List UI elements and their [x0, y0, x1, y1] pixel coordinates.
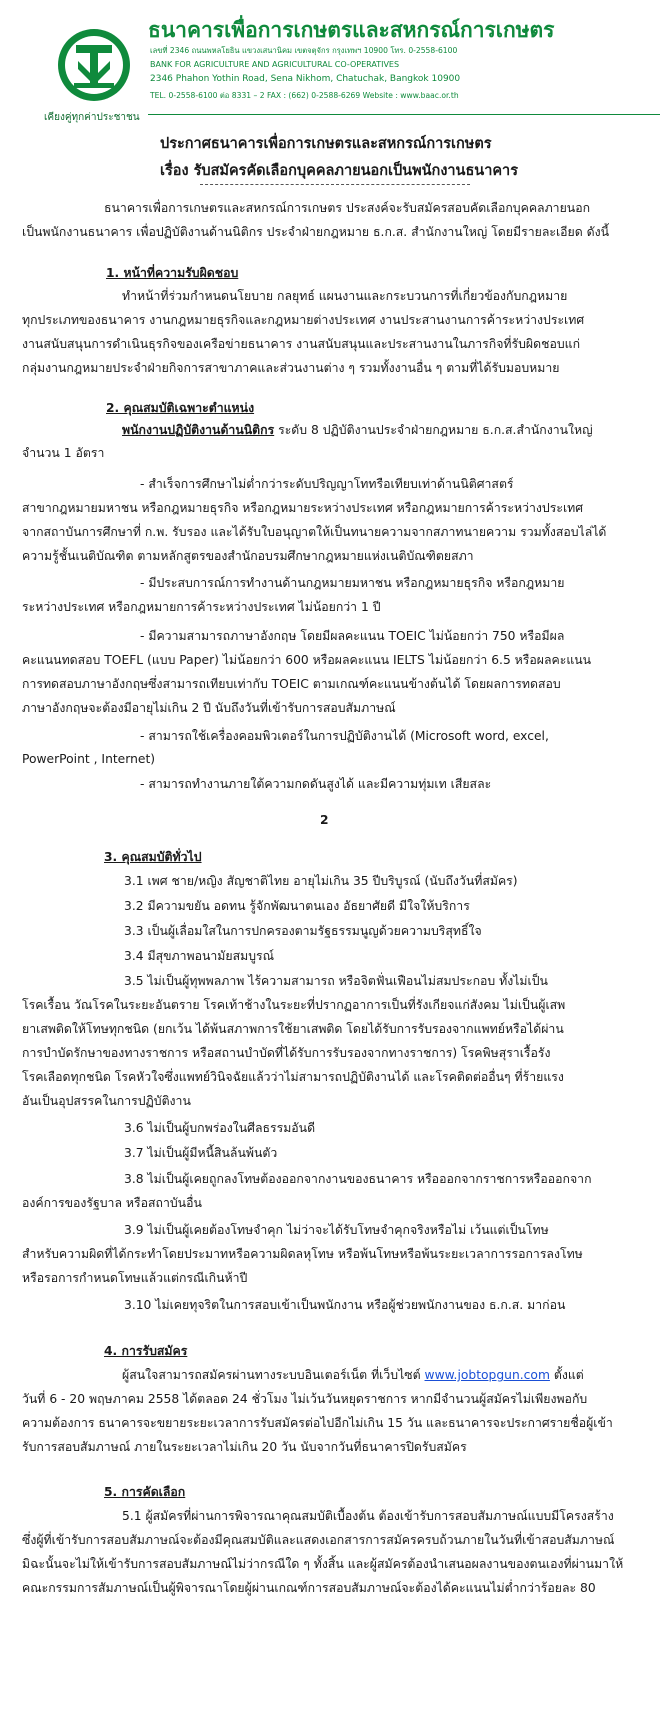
contact-info: TEL. 0-2558-6100 ต่อ 8331 – 2 FAX : (662) 0-2588-6269 Website : www.baac.or.th	[150, 91, 459, 100]
announcement-title: ประกาศธนาคารเพื่อการเกษตรและสหกรณ์การเกษตร	[160, 136, 492, 152]
general-qualification: 3.7 ไม่เป็นผู้มีหนี้สินล้นพ้นตัว	[124, 1146, 278, 1160]
application-text: ตั้งแต่	[549, 1368, 584, 1382]
letterhead	[0, 0, 660, 130]
qualification-bullet: - สำเร็จการศึกษาไม่ต่ำกว่าระดับปริญญาโททรือเทียบเท่าด้านนิติศาสตร์	[140, 477, 514, 491]
intro-line: ธนาคารเพื่อการเกษตรและสหกรณ์การเกษตร ประสงค์จะรับสมัครสอบคัดเลือกบุคคลภายนอก	[104, 201, 591, 215]
general-qualification-line: สำหรับความผิดที่ได้กระทำโดยประมาทหรือความผิดลหุโทษ หรือพ้นโทษหรือพ้นระยะเวลาการรอการลงโทษ	[22, 1247, 583, 1261]
general-qualification-line: หรือรอการกำหนดโทษแล้วแต่กรณีเกินห้าปี	[22, 1271, 248, 1285]
qualification-line: ความรู้ชั้นเนติบัณฑิต ตามหลักสูตรของสำนักอบรมศึกษากฎหมายแห่งเนติบัณฑิตยสภา	[22, 549, 474, 563]
general-qualification-line: องค์การของรัฐบาล หรือสถาบันอื่น	[22, 1196, 202, 1210]
selection-line: 5.1 ผู้สมัครที่ผ่านการพิจารณาคุณสมบัติเบื้องต้น ต้องเข้ารับการสอบสัมภาษณ์แบบมีโครงสร้าง	[122, 1509, 614, 1523]
position-detail: ระดับ 8 ปฏิบัติงานประจำฝ่ายกฎหมาย ธ.ก.ส.สำนักงานใหญ่	[274, 423, 593, 437]
qualification-bullet: - มีความสามารถภาษาอังกฤษ โดยมีผลคะแนน TOEIC ไม่น้อยกว่า 750 หรือมีผล	[140, 629, 565, 643]
section-5-heading: 5. การคัดเลือก	[104, 1485, 186, 1499]
address-english: 2346 Phahon Yothin Road, Sena Nikhom, Chatuchak, Bangkok 10900	[150, 74, 461, 84]
general-qualification-line: โรคเรื้อน วัณโรคในระยะอันตราย โรคเท้าช้างในระยะที่ปรากฏอาการเป็นที่รังเกียจแก่สังคม ไม่เป็นผู้เสพ	[22, 998, 566, 1012]
general-qualification: 3.3 เป็นผู้เลื่อมใสในการปกครองตามรัฐธรรมนูญด้วยความบริสุทธิ์ใจ	[124, 924, 482, 938]
application-line	[122, 1365, 584, 1385]
general-qualification-line: ยาเสพติดให้โทษทุกชนิด (ยกเว้น ได้พ้นสภาพการใช้ยาเสพติด โดยได้รับการรับรองจากแพทย์หรือได้ผ่าน	[22, 1022, 564, 1036]
general-qualification: 3.4 มีสุขภาพอนามัยสมบูรณ์	[124, 949, 275, 963]
jobtopgun-link[interactable]: www.jobtopgun.com	[424, 1368, 550, 1382]
general-qualification-line: การบำบัดรักษาของทางราชการ หรือสถานบำบัดที่ได้รับการรับรองจากทางราชการ) โรคพิษสุราเรื้อรัง	[22, 1046, 551, 1060]
position-line	[122, 420, 593, 440]
application-line: รับการสอบสัมภาษณ์ ภายในระยะเวลาไม่เกิน 20 วัน นับจากวันที่ธนาคารปิดรับสมัคร	[22, 1440, 467, 1454]
qualification-line: ระหว่างประเทศ หรือกฎหมายการค้าระหว่างประเทศ ไม่น้อยกว่า 1 ปี	[22, 600, 381, 614]
qualification-line: PowerPoint , Internet)	[22, 752, 156, 766]
section-1-line: ทำหน้าที่ร่วมกำหนดนโยบาย กลยุทธ์ แผนงานและกระบวนการที่เกี่ยวข้องกับกฎหมาย	[122, 289, 568, 303]
general-qualification-line: อันเป็นอุปสรรคในการปฏิบัติงาน	[22, 1094, 191, 1108]
selection-line: ซึ่งผู้ที่เข้ารับการสอบสัมภาษณ์จะต้องมีคุณสมบัติและแสดงเอกสารการสมัครครบถ้วนภายในวันที่เข้าสอบสัมภาษณ์	[22, 1533, 615, 1547]
bank-name-english: BANK FOR AGRICULTURE AND AGRICULTURAL CO-OPERATIVES	[150, 60, 400, 69]
slogan: เคียงคู่ทุกค่าประชาชน	[44, 112, 140, 123]
general-qualification: 3.1 เพศ ชาย/หญิง สัญชาติไทย อายุไม่เกิน 35 ปีบริบูรณ์ (นับถึงวันที่สมัคร)	[124, 874, 518, 888]
position-title: พนักงานปฏิบัติงานด้านนิติกร	[122, 423, 275, 437]
selection-line: มิฉะนั้นจะไม่ให้เข้ารับการสอบสัมภาษณ์ไม่ว่ากรณีใด ๆ ทั้งสิ้น และผู้สมัครต้องนำเสนอผลงานของตนเองที่ผ่านมาให้	[22, 1557, 624, 1571]
qualification-line: การทดสอบภาษาอังกฤษซึ่งสามารถเทียบเท่ากับ TOEIC ตามเกณฑ์คะแนนข้างต้นได้ โดยผลการทดสอบ	[22, 677, 561, 691]
intro-line: เป็นพนักงานธนาคาร เพื่อปฏิบัติงานด้านนิติกร ประจำฝ่ายกฎหมาย ธ.ก.ส. สำนักงานใหญ่ โดยมีรายละเอียด ดังนี้	[22, 225, 610, 239]
position-count: จำนวน 1 อัตรา	[22, 446, 105, 460]
qualification-line: คะแนนทดสอบ TOEFL (แบบ Paper) ไม่น้อยกว่า 600 หรือผลคะแนน IELTS ไม่น้อยกว่า 6.5 หรือผลคะแนน	[22, 653, 592, 667]
application-line: วันที่ 6 - 20 พฤษภาคม 2558 ได้ตลอด 24 ชั่วโมง ไม่เว้นวันหยุดราชการ หากมีจำนวนผู้สมัครไม่เพียงพอกับ	[22, 1392, 588, 1406]
address-thai: เลขที่ 2346 ถนนพหลโยธิน แขวงเสนานิคม เขตจตุจักร กรุงเทพฯ 10900 โทร. 0-2558-6100	[150, 46, 458, 55]
bank-name-thai: ธนาคารเพื่อการเกษตรและสหกรณ์การเกษตร	[148, 18, 555, 42]
section-1-heading: 1. หน้าที่ความรับผิดชอบ	[106, 266, 239, 280]
page-number: 2	[320, 813, 329, 827]
general-qualification: 3.9 ไม่เป็นผู้เคยต้องโทษจำคุก ไม่ว่าจะได้รับโทษจำคุกจริงหรือไม่ เว้นแต่เป็นโทษ	[124, 1223, 549, 1237]
section-4-heading: 4. การรับสมัคร	[104, 1344, 188, 1358]
section-1-line: กลุ่มงานกฎหมายประจำฝ่ายกิจการสาขาภาคและส่วนงานต่าง ๆ รวมทั้งงานอื่น ๆ ตามที่ได้รับมอบหมาย	[22, 361, 560, 375]
qualification-bullet: - มีประสบการณ์การทำงานด้านกฎหมายมหาชน หรือกฎหมายธุรกิจ หรือกฎหมาย	[140, 576, 565, 590]
section-1-line: งานสนับสนุนการดำเนินธุรกิจของเครือข่ายธนาคาร งานสนับสนุนและประสานงานในภารกิจที่รับผิดชอบแก่	[22, 337, 581, 351]
qualification-bullet: - สามารถใช้เครื่องคอมพิวเตอร์ในการปฏิบัติงานได้ (Microsoft word, excel,	[140, 729, 549, 743]
qualification-bullet: - สามารถทำงานภายใต้ความกดดันสูงได้ และมีความทุ่มเท เสียสละ	[140, 777, 492, 791]
general-qualification: 3.2 มีความขยัน อดทน รู้จักพัฒนาตนเอง อัธยาศัยดี มีใจให้บริการ	[124, 899, 470, 913]
header-divider	[148, 114, 660, 115]
general-qualification: 3.8 ไม่เป็นผู้เคยถูกลงโทษต้องออกจากงานของธนาคาร หรือออกจากราชการหรือออกจาก	[124, 1172, 592, 1186]
qualification-line: ภาษาอังกฤษจะต้องมีอายุไม่เกิน 2 ปี นับถึงวันที่เข้ารับการสอบสัมภาษณ์	[22, 701, 396, 715]
general-qualification-line: โรคเลือดทุกชนิด โรคหัวใจซึ่งแพทย์วินิจฉัยแล้วว่าไม่สามารถปฏิบัติงานได้ และโรคติดต่ออื่นๆ ที่ร้ายแรง	[22, 1070, 564, 1084]
baac-logo-icon	[56, 27, 132, 103]
dashed-separator	[200, 184, 470, 185]
general-qualification: 3.10 ไม่เคยทุจริตในการสอบเข้าเป็นพนักงาน หรือผู้ช่วยพนักงานของ ธ.ก.ส. มาก่อน	[124, 1298, 566, 1312]
section-2-heading: 2. คุณสมบัติเฉพาะตำแหน่ง	[106, 401, 255, 415]
qualification-line: จากสถาบันการศึกษาที่ ก.พ. รับรอง และได้รับใบอนุญาตให้เป็นทนายความจากสภาทนายความ รวมทั้งสอบไล่ได้	[22, 525, 607, 539]
application-line: ความต้องการ ธนาคารจะขยายระยะเวลาการรับสมัครต่อไปอีกไม่เกิน 15 วัน และธนาคารจะประกาศรายชื่อผู้เข้า	[22, 1416, 613, 1430]
qualification-line: สาขากฎหมายมหาชน หรือกฎหมายธุรกิจ หรือกฎหมายระหว่างประเทศ หรือกฎหมายการค้าระหว่างประเทศ	[22, 501, 584, 515]
general-qualification: 3.5 ไม่เป็นผู้ทุพพลภาพ ไร้ความสามารถ หรือจิตฟั่นเฟือนไม่สมประกอบ ทั้งไม่เป็น	[124, 974, 548, 988]
section-1-line: ทุกประเภทของธนาคาร งานกฎหมายธุรกิจและกฎหมายต่างประเทศ งานประสานงานการค้าระหว่างประเทศ	[22, 313, 585, 327]
announcement-subject: เรื่อง รับสมัครคัดเลือกบุคคลภายนอกเป็นพนักงานธนาคาร	[160, 163, 518, 179]
section-3-heading: 3. คุณสมบัติทั่วไป	[104, 850, 202, 864]
selection-line: คณะกรรมการสัมภาษณ์เป็นผู้พิจารณาโดยผู้ผ่านเกณฑ์การสอบสัมภาษณ์จะต้องได้คะแนนไม่ต่ำกว่าร้อยละ 80	[22, 1581, 596, 1595]
general-qualification: 3.6 ไม่เป็นผู้บกพร่องในศีลธรรมอันดี	[124, 1121, 316, 1135]
application-text: ผู้สนใจสามารถสมัครผ่านทางระบบอินเตอร์เน็ต ที่เว็บไซต์	[122, 1368, 425, 1382]
